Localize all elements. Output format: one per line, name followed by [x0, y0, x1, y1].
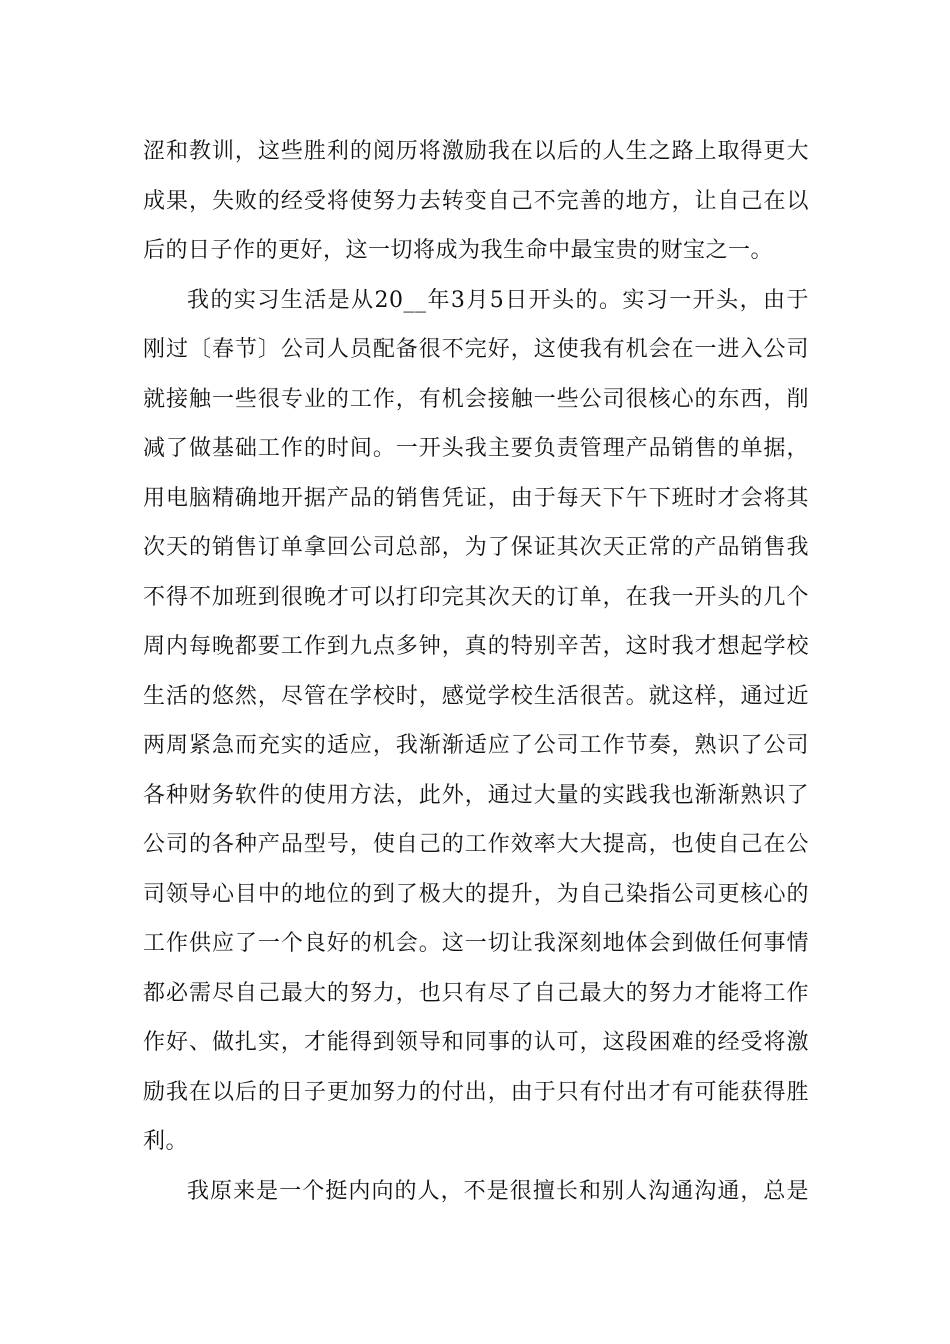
text-line-15: 公司的各种产品型号，使自己的工作效率大大提高，也使自己在公 — [143, 832, 809, 857]
text-line-22: 我原来是一个挺内向的人，不是很擅长和别人沟通沟通，总是 — [187, 1178, 809, 1204]
text-line-1: 涩和教训，这些胜利的阅历将激励我在以后的人生之路上取得更大 — [143, 139, 809, 164]
text-line-13: 两周紧急而充实的适应，我渐渐适应了公司工作节奏，熟识了公司 — [143, 733, 809, 758]
text-line-6: 就接触一些很专业的工作，有机会接触一些公司很核心的东西，削 — [143, 386, 809, 412]
text-line-2: 成果，失败的经受将使努力去转变自己不完善的地方，让自己在以 — [143, 188, 809, 214]
text-line-11: 周内每晚都要工作到九点多钟，真的特别辛苦，这时我才想起学校 — [143, 634, 809, 659]
text-line-3: 后的日子作的更好，这一切将成为我生命中最宝贵的财宝之一。 — [143, 238, 774, 263]
text-line-10: 不得不加班到很晚才可以打印完其次天的订单，在我一开头的几个 — [143, 584, 809, 610]
text-line-8: 用电脑精确地开据产品的销售凭证，由于每天下午下班时才会将其 — [143, 485, 809, 511]
text-line-7: 减了做基础工作的时间。一开头我主要负责管理产品销售的单据， — [143, 436, 809, 461]
text-line-21: 利。 — [143, 1129, 189, 1154]
text-line-20: 励我在以后的日子更加努力的付出，由于只有付出才有可能获得胜 — [143, 1079, 809, 1105]
text-line-12: 生活的悠然，尽管在学校时，感觉学校生活很苦。就这样，通过近 — [143, 683, 809, 709]
document-body — [143, 127, 809, 1216]
text-line-18: 都必需尽自己最大的努力，也只有尽了自己最大的努力才能将工作 — [143, 980, 809, 1006]
text-line-5: 刚过〔春节〕公司人员配备很不完好，这使我有机会在一进入公司 — [143, 337, 809, 362]
text-line-17: 工作供应了一个良好的机会。这一切让我深刻地体会到做任何事情 — [143, 931, 809, 956]
text-line-14: 各种财务软件的使用方法，此外，通过大量的实践我也渐渐熟识了 — [143, 782, 809, 808]
text-line-16: 司领导心目中的地位的到了极大的提升，为自己染指公司更核心的 — [143, 881, 809, 907]
text-line-19: 作好、做扎实，才能得到领导和同事的认可，这段困难的经受将激 — [143, 1030, 809, 1055]
text-line-9: 次天的销售订单拿回公司总部，为了保证其次天正常的产品销售我 — [143, 535, 809, 560]
text-line-4: 我的实习生活是从20__年3月5日开头的。实习一开头，由于 — [187, 287, 809, 313]
